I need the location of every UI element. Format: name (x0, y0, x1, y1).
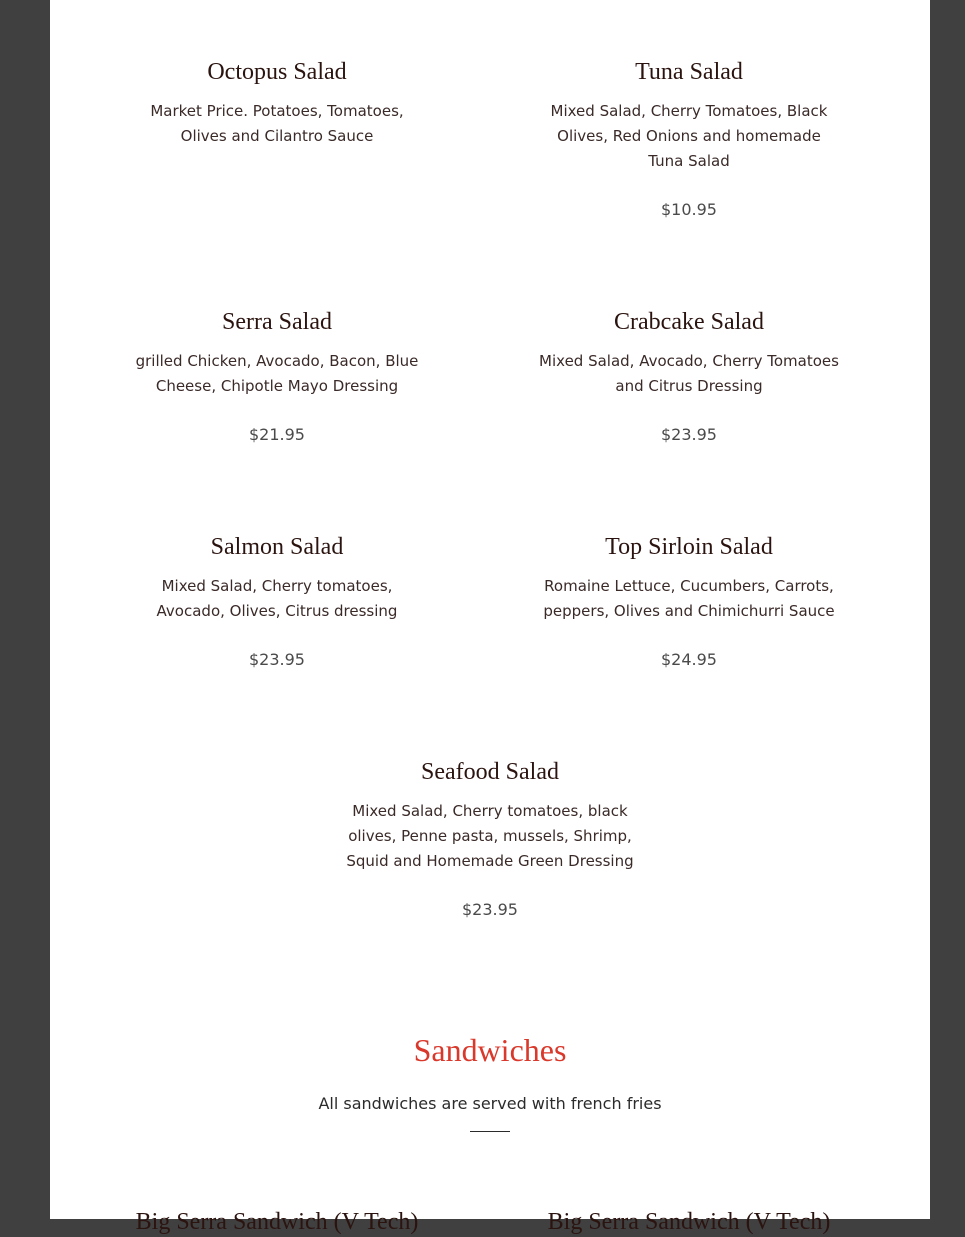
section-title-sandwiches: Sandwiches (413, 1032, 567, 1068)
item-description: Mixed Salad, Cherry Tomatoes, Black Olives, Red Onions and homemade Tuna Salad (550, 102, 828, 170)
item-description: Mixed Salad, Cherry tomatoes, black olives, Penne pasta, mussels, Shrimp, Squid and Homemade Green Dressing (346, 802, 634, 870)
item-name: Serra Salad (222, 309, 332, 335)
item-price: $21.95 (249, 425, 305, 444)
item-price: $23.95 (249, 650, 305, 669)
item-name: Tuna Salad (635, 59, 743, 85)
item-description: Mixed Salad, Avocado, Cherry Tomatoes and Citrus Dressing (539, 352, 839, 395)
item-name: Crabcake Salad (614, 309, 764, 335)
item-price: $23.95 (661, 425, 717, 444)
item-name: Top Sirloin Salad (605, 534, 773, 560)
menu-page (50, 0, 930, 1235)
item-name: Seafood Salad (421, 759, 559, 785)
item-description: Market Price. Potatoes, Tomatoes, Olives and Cilantro Sauce (150, 102, 404, 145)
item-description: grilled Chicken, Avocado, Bacon, Blue Cheese, Chipotle Mayo Dressing (135, 352, 419, 395)
menu-item-name-partial: Big Serra Sandwich (V Tech) (547, 1209, 831, 1235)
item-price: $23.95 (462, 900, 518, 919)
section-divider (470, 1131, 510, 1132)
menu-item-top-sirloin-salad (534, 532, 844, 671)
menu-item-octopus-salad (122, 57, 432, 149)
item-price: $10.95 (661, 200, 717, 219)
item-name: Octopus Salad (207, 59, 347, 85)
item-price: $24.95 (661, 650, 717, 669)
item-description: Mixed Salad, Cherry tomatoes, Avocado, Olives, Citrus dressing (156, 577, 398, 620)
menu-item-seafood-salad (335, 757, 645, 921)
menu-item-name-partial: Big Serra Sandwich (V Tech) (135, 1209, 419, 1235)
menu-item-salmon-salad (122, 532, 432, 671)
item-name: Salmon Salad (210, 534, 344, 560)
menu-item-crabcake-salad (534, 307, 844, 446)
menu-item-serra-salad (122, 307, 432, 446)
section-subtitle: All sandwiches are served with french fries (318, 1094, 662, 1113)
item-description: Romaine Lettuce, Cucumbers, Carrots, peppers, Olives and Chimichurri Sauce (543, 577, 835, 620)
menu-item-tuna-salad (534, 57, 844, 221)
